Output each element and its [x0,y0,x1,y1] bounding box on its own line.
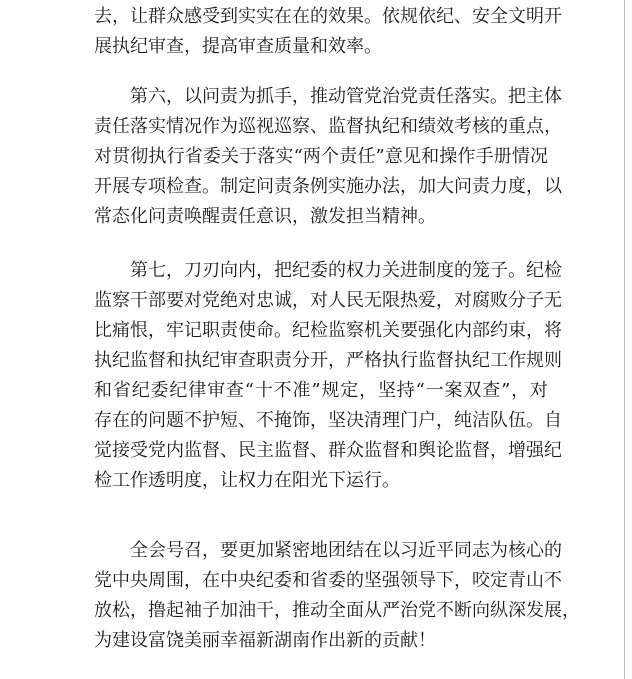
text-line: 监察干部要对党绝对忠诚，对人民无限热爱，对腐败分子无 [94,290,562,311]
text-line: 和省纪委纪律审查“十不准”规定，坚持“一案双查”，对 [94,380,548,401]
text-line: 觉接受党内监督、民主监督、群众监督和舆论监督，增强纪 [94,440,562,461]
paragraph-closing [94,536,580,656]
text-line: 执纪监督和执纪审查职责分开，严格执行监督执纪工作规则 [94,350,562,371]
paragraph-sixth [94,82,562,232]
text-line: 检工作透明度，让权力在阳光下运行。 [94,470,400,491]
text-line: 第六，以问责为抓手，推动管党治党责任落实。把主体 [130,86,562,107]
paragraph-continuation [94,2,562,62]
text-line: 责任落实情况作为巡视巡察、监督执纪和绩效考核的重点， [94,116,562,137]
text-line: 比痛恨，牢记职责使命。纪检监察机关要强化内部约束，将 [94,320,562,341]
text-line: 常态化问责唤醒责任意识，激发担当精神。 [94,206,436,227]
text-line: 存在的问题不护短、不掩饰，坚决清理门户，纯洁队伍。自 [94,410,562,431]
text-line: 展执纪审查，提高审查质量和效率。 [94,36,382,57]
text-line: 全会号召，要更加紧密地团结在以习近平同志为核心的 [130,540,562,561]
text-line: 去，让群众感受到实实在在的效果。依规依纪、安全文明开 [94,6,562,27]
text-line: 放松，撸起袖子加油干，推动全面从严治党不断向纵深发展， [94,600,580,621]
text-line: 第七，刀刃向内，把纪委的权力关进制度的笼子。纪检 [130,260,562,281]
text-line: 党中央周围，在中央纪委和省委的坚强领导下，咬定青山不 [94,570,562,591]
text-line: 对贯彻执行省委关于落实“两个责任”意见和操作手册情况 [94,146,548,167]
page-edge-divider [624,0,625,679]
paragraph-seventh [94,256,562,496]
text-line: 开展专项检查。制定问责条例实施办法，加大问责力度，以 [94,176,562,197]
text-line: 为建设富饶美丽幸福新湖南作出新的贡献！ [94,630,436,651]
